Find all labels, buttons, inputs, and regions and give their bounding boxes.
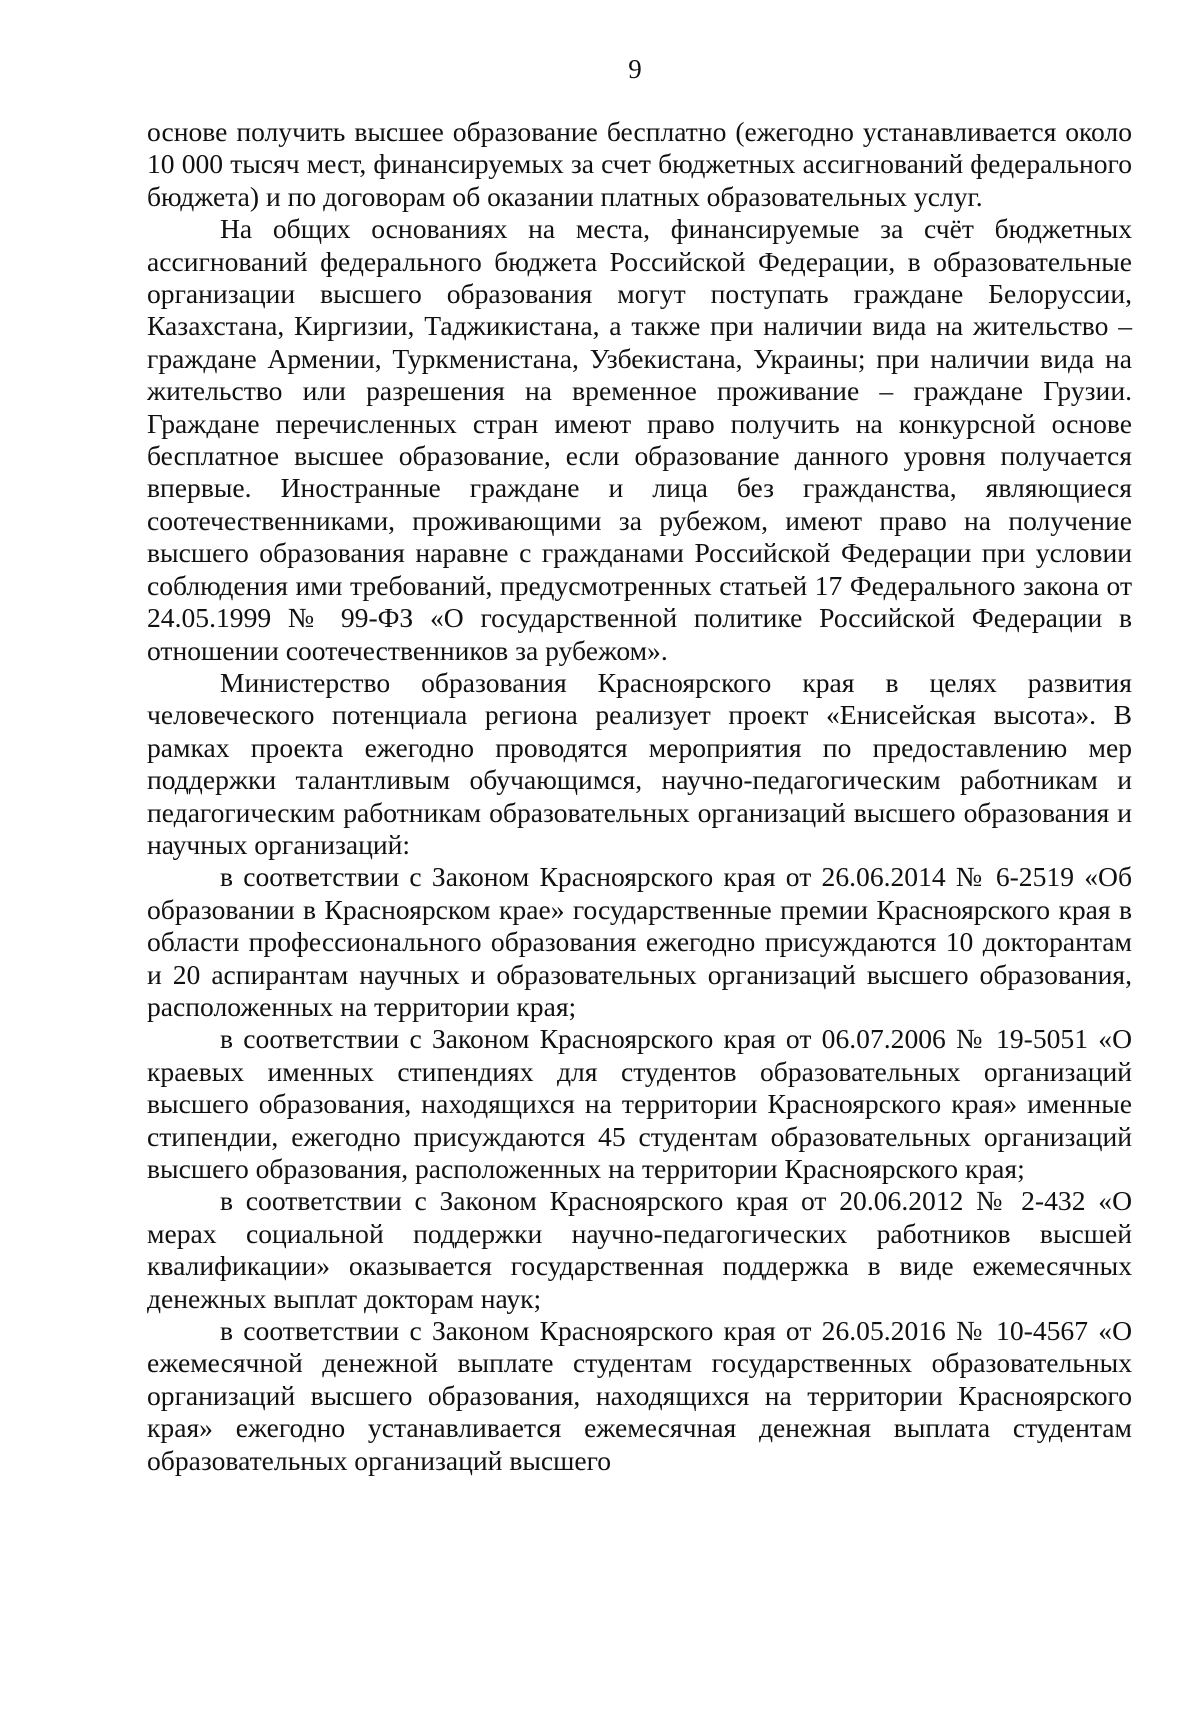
- paragraph-law-2012-support: в соответствии с Законом Красноярского края от 20.06.2012 № 2-432 «О мерах социальной поддержки научно-педагогических работников высшей квалификации» оказывается государственная поддержка в виде ежемесячных денежных выплат докторам наук;: [147, 1185, 1132, 1314]
- paragraph-continuation: основе получить высшее образование бесплатно (ежегодно устанавливается около 10 000 тысяч мест, финансируемых за счет бюджетных ассигнований федерального бюджета) и по договорам об оказании платных образовательных услуг.: [147, 116, 1132, 212]
- paragraph-ministry-project: Министерство образования Красноярского края в целях развития человеческого потенциала региона реализует проект «Енисейская высота». В рамках проекта ежегодно проводятся мероприятия по предоставлению мер поддержки талантливым обучающимся, научно-педагогическим работникам и педагогическим работникам образовательных организаций высшего образования и научных организаций:: [147, 666, 1132, 860]
- paragraph-law-2006-scholarships: в соответствии с Законом Красноярского края от 06.07.2006 № 19-5051 «О краевых именных стипендиях для студентов образовательных организаций высшего образования, находящихся на территории Красноярского края» именные стипендии, ежегодно присуждаются 45 студентам образовательных организаций высшего образования, расположенных на территории Красноярского края;: [147, 1023, 1132, 1184]
- paragraph-law-2016-payments: в соответствии с Законом Красноярского края от 26.05.2016 № 10-4567 «О ежемесячной денежной выплате студентам государственных образовательных организаций высшего образования, находящихся на территории Красноярского края» ежегодно устанавливается ежемесячная денежная выплата студентам образовательных организаций высшего: [147, 1315, 1132, 1476]
- paragraph-law-2014-prizes: в соответствии с Законом Красноярского края от 26.06.2014 № 6-2519 «Об образовании в Красноярском крае» государственные премии Красноярского края в области профессионального образования ежегодно присуждаются 10 докторантам и 20 аспирантам научных и образовательных организаций высшего образования, расположенных на территории края;: [147, 861, 1132, 1022]
- document-body: [147, 116, 1132, 1477]
- page-number: 9: [628, 54, 642, 84]
- paragraph-foreign-citizens: На общих основаниях на места, финансируемые за счёт бюджетных ассигнований федерального бюджета Российской Федерации, в образовательные организации высшего образования могут поступать граждане Белоруссии, Казахстана, Киргизии, Таджикистана, а также при наличии вида на жительство – граждане Армении, Туркменистана, Узбекистана, Украины; при наличии вида на жительство или разрешения на временное проживание – граждане Грузии. Граждане перечисленных стран имеют право получить на конкурсной основе бесплатное высшее образование, если образование данного уровня получается впервые. Иностранные граждане и лица без гражданства, являющиеся соотечественниками, проживающими за рубежом, имеют право на получение высшего образования наравне с гражданами Российской Федерации при условии соблюдения ими требований, предусмотренных статьей 17 Федерального закона от 24.05.1999 № 99-ФЗ «О государственной политике Российской Федерации в отношении соотечественников за рубежом».: [147, 213, 1132, 666]
